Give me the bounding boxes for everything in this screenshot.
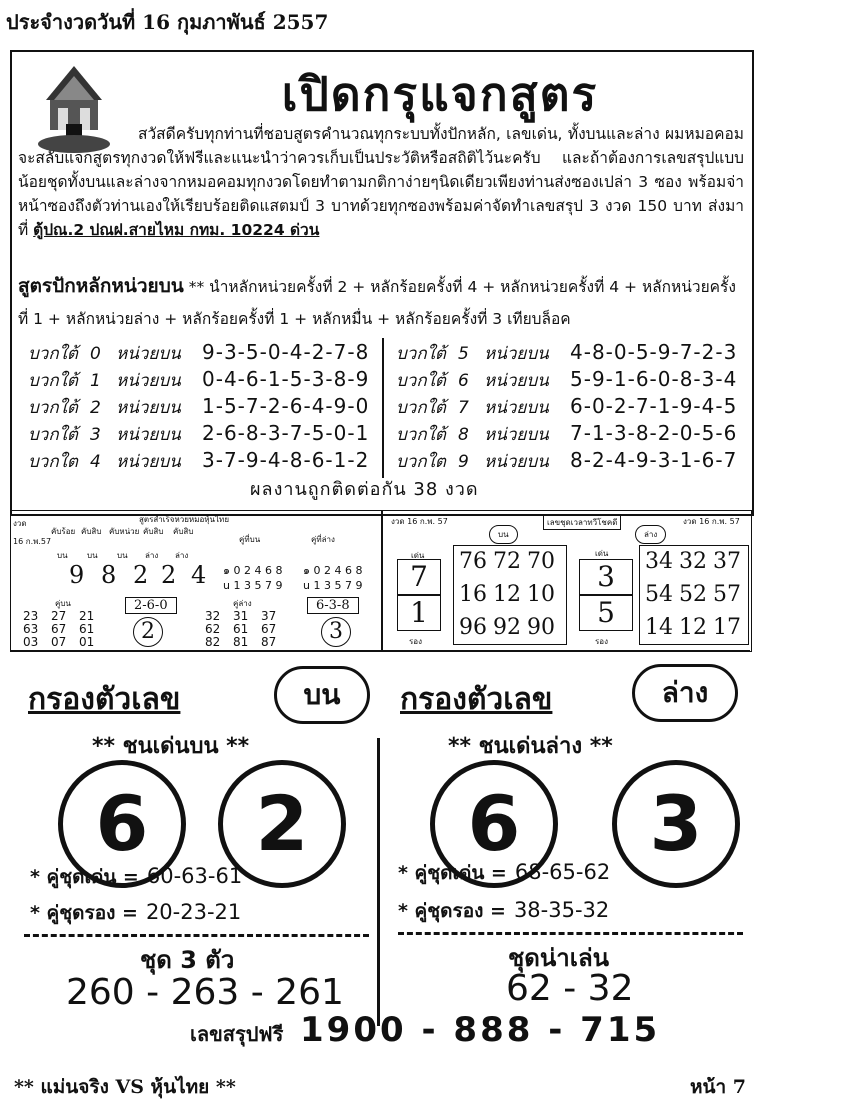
row-op: บวกใต้ xyxy=(396,425,446,445)
pair-number: 63 xyxy=(23,622,39,636)
formula-row xyxy=(396,340,737,367)
upper-main-label: * คู่ชุดเด่น = xyxy=(30,866,139,888)
pair-number: 34 xyxy=(645,549,673,574)
row-op: บวกใต xyxy=(396,452,446,472)
col-head-4: คับสิบ xyxy=(143,527,164,536)
table-divider xyxy=(382,338,384,478)
odd-digits-lower: u 1 3 5 7 9 xyxy=(303,579,363,592)
sub-head-3: บน xyxy=(117,551,128,560)
pair-number: 14 xyxy=(645,615,673,640)
pair-number: 92 xyxy=(493,615,521,640)
upper-section-title: กรองตัวเลข xyxy=(28,682,181,717)
formula-row xyxy=(28,367,369,394)
bottom-circle: 3 xyxy=(321,617,351,647)
pair-number: 07 xyxy=(51,635,67,649)
intro-address: ตู้ปณ.2 ปณฝ.สายไหม กทม. 10224 ด่วน xyxy=(33,221,320,239)
even-digits-upper: ๑ 0 2 4 6 8 xyxy=(223,564,283,577)
row-unit: หน่วยบน xyxy=(116,425,181,445)
label-sub-right: รอง xyxy=(595,637,609,646)
pair-number: 61 xyxy=(79,622,95,636)
row-op: บวกใต้ xyxy=(28,371,78,391)
row-digits: 7-1-3-8-2-0-5-6 xyxy=(570,421,738,445)
footer-left: ** แม่นจริง VS หุ้นไทย ** xyxy=(14,1076,236,1098)
row-digits: 5-9-1-6-0-8-3-4 xyxy=(570,367,738,391)
row-unit: หน่วยบน xyxy=(116,452,181,472)
pair-number: 54 xyxy=(645,582,673,607)
pair-number: 01 xyxy=(79,635,95,649)
left-mini-panel xyxy=(10,510,382,652)
digit-4: 2 xyxy=(161,561,177,589)
col-head-3: คับหน่วย xyxy=(109,527,140,536)
row-op: บวกใต้ xyxy=(28,344,78,364)
result-text: ผลงานถูกติดต่อกัน 38 งวด xyxy=(250,479,479,500)
pair-number: 67 xyxy=(51,622,67,636)
upper-set-value: 260 - 263 - 261 xyxy=(66,972,344,1013)
panel-date: 16 ก.พ.57 xyxy=(13,537,52,546)
right-date-right: งวด 16 ก.พ. 57 xyxy=(683,517,740,526)
pair-number: 67 xyxy=(261,622,277,636)
page-number: หน้า 7 xyxy=(690,1076,747,1098)
digit-5: 4 xyxy=(191,561,207,589)
page-title: เปิดกรุแจกสูตร xyxy=(281,67,599,121)
lower-sub-digit: 5 xyxy=(579,595,633,631)
col-head-1: คับร้อย xyxy=(51,527,76,536)
top-circle: 2 xyxy=(133,617,163,647)
label-sub-left: รอง xyxy=(409,637,423,646)
digit-2: 8 xyxy=(101,561,117,589)
row-index: 9 xyxy=(458,452,469,472)
row-index: 2 xyxy=(90,398,101,418)
row-op: บวกใต้ xyxy=(396,398,446,418)
row-digits: 4-8-0-5-9-7-2-3 xyxy=(570,340,738,364)
upper-main-value: 60-63-61 xyxy=(146,864,243,888)
sub-head-5: ล่าง xyxy=(175,551,189,560)
upper-digit-1: 6 xyxy=(58,760,186,888)
top-set: 2-6-0 xyxy=(125,597,177,614)
row-unit: หน่วยบน xyxy=(116,371,181,391)
pair-number: 72 xyxy=(493,549,521,574)
row-digits: 6-0-2-7-1-9-4-5 xyxy=(570,394,738,418)
formula-description xyxy=(18,270,744,335)
pair-number: 96 xyxy=(459,615,487,640)
pair-number: 37 xyxy=(713,549,741,574)
pair-number: 21 xyxy=(79,609,95,623)
pair-number: 81 xyxy=(233,635,249,649)
bottom-pairs-label: คู่ล่าง xyxy=(233,599,252,608)
pair-number: 10 xyxy=(527,582,555,607)
digit-1: 9 xyxy=(69,561,85,589)
intro-paragraph xyxy=(18,122,744,242)
sub-head-2: บน xyxy=(87,551,98,560)
pair-number: 17 xyxy=(713,615,741,640)
right-mini-panel xyxy=(382,510,752,652)
label-main-left: เด่น xyxy=(411,551,425,560)
upper-pair-label: คู่ที่บน xyxy=(239,535,261,544)
row-digits: 2-6-8-3-7-5-0-1 xyxy=(202,421,370,445)
lower-tag: ล่าง xyxy=(635,525,666,544)
formula-row xyxy=(28,448,369,475)
sub-head-4: ล่าง xyxy=(145,551,159,560)
row-index: 5 xyxy=(458,344,469,364)
pair-number: 76 xyxy=(459,549,487,574)
lower-digit-1: 6 xyxy=(430,760,558,888)
pair-number: 32 xyxy=(679,549,707,574)
formula-row xyxy=(396,367,737,394)
label-main-right: เด่น xyxy=(595,549,609,558)
row-op: บวกใต้ xyxy=(28,398,78,418)
lower-main-digit: 3 xyxy=(579,559,633,595)
panel-header-draw: งวด xyxy=(13,519,27,528)
pair-number: 12 xyxy=(679,615,707,640)
pair-number: 87 xyxy=(261,635,277,649)
upper-tag-pill: บน xyxy=(274,666,370,724)
section-border xyxy=(10,650,750,652)
lower-sub-label: * คู่ชุดรอง = xyxy=(398,900,506,922)
free-label: เลขสรุปฟรี xyxy=(190,1022,284,1046)
upper-set-label: ชุด 3 ตัว xyxy=(140,946,235,974)
upper-sub-label: * คู่ชุดรอง = xyxy=(30,902,138,924)
row-index: 6 xyxy=(458,371,469,391)
right-date-left: งวด 16 ก.พ. 57 xyxy=(391,517,448,526)
digit-3: 2 xyxy=(133,561,149,589)
pair-number: 57 xyxy=(713,582,741,607)
row-unit: หน่วยบน xyxy=(484,452,549,472)
lower-section-title: กรองตัวเลข xyxy=(400,682,553,717)
formula-row xyxy=(28,421,369,448)
lower-set-value: 62 - 32 xyxy=(506,968,634,1009)
pair-number: 90 xyxy=(527,615,555,640)
upper-sub-value: 20-23-21 xyxy=(145,900,242,924)
panel-caption: สูตรสำเร็จหวยหมอหุ้นไทย xyxy=(139,515,229,524)
formula-row xyxy=(396,421,737,448)
pair-number: 12 xyxy=(493,582,521,607)
row-digits: 1-5-7-2-6-4-9-0 xyxy=(202,394,370,418)
upper-main-pair xyxy=(30,862,242,892)
pair-number: 70 xyxy=(527,549,555,574)
formula-row xyxy=(28,340,369,367)
col-head-2: คับสิบ xyxy=(81,527,102,536)
pair-number: 52 xyxy=(679,582,707,607)
row-unit: หน่วยบน xyxy=(116,344,181,364)
free-number: 1900 - 888 - 715 xyxy=(300,1010,661,1050)
row-digits: 0-4-6-1-5-3-8-9 xyxy=(202,367,370,391)
row-index: 3 xyxy=(90,425,101,445)
top-pairs-label: คู่บน xyxy=(55,599,71,608)
pair-number: 27 xyxy=(51,609,67,623)
upper-sub-digit: 1 xyxy=(397,595,441,631)
upper-subtitle: ** ชนเด่นบน ** xyxy=(92,734,250,759)
row-unit: หน่วยบน xyxy=(484,425,549,445)
formula-row xyxy=(396,394,737,421)
formula-heading: สูตรปักหลักหน่วยบน xyxy=(18,275,184,297)
lower-main-label: * คู่ชุดเด่น = xyxy=(398,862,507,884)
bottom-set: 6-3-8 xyxy=(307,597,359,614)
sub-head-1: บน xyxy=(57,551,68,560)
row-index: 1 xyxy=(90,371,101,391)
formula-text: ** นำหลักหน่วยครั้งที่ 2 + หลักร้อยครั้งที่ 4 + หลักหน่วยครั้งที่ 4 + หลักหน่วยครั้งที่ 1 + หลักหน่วยล่าง + หลักร้อยครั้งที่ 1 + หลักหมื่น + หลักร้อยครั้งที่ 3 เทียบล็อค xyxy=(18,278,736,328)
lower-digit-2: 3 xyxy=(612,760,740,888)
lower-subtitle: ** ชนเด่นล่าง ** xyxy=(448,734,613,759)
formula-row xyxy=(28,394,369,421)
row-digits: 3-7-9-4-8-6-1-2 xyxy=(202,448,370,472)
row-op: บวกใต้ xyxy=(28,425,78,445)
row-unit: หน่วยบน xyxy=(484,371,549,391)
col-head-5: คับสิบ xyxy=(173,527,194,536)
pair-number: 62 xyxy=(205,622,221,636)
row-unit: หน่วยบน xyxy=(116,398,181,418)
upper-tag: บน xyxy=(489,525,518,544)
row-index: 4 xyxy=(90,452,101,472)
intro-text: สวัสดีครับทุกท่านที่ชอบสูตรคำนวณทุกระบบทั้งปักหลัก, เลขเด่น, ทั้งบนและล่าง ผมหมอคอมจะสลับแจกสูตรทุกงวดให้ฟรีและแนะนำว่าควรเก็บเป็นประวัติหรือสถิติไว้นะครับ และถ้าต้องการเลขสรุปแบบน้อยชุดทั้งบนและล่างจากหมอคอมทุกงวดโดยทำตามกติกาง่ายๆนิดเดียวเพียงท่านส่งซองเปล่า 3 ซอง พร้อมจ่าหน้าซองถึงตัวท่านเองให้เรียบร้อยติดแสตมป์ 3 บาทด้วยทุกซองพร้อมค่าจัดทำเลขสรุป 3 งวด 150 บาท ส่งมาที่ xyxy=(18,125,744,239)
row-op: บวกใต้ xyxy=(396,344,446,364)
formula-row xyxy=(396,448,737,475)
row-op: บวกใต้ xyxy=(396,371,446,391)
row-unit: หน่วยบน xyxy=(484,344,549,364)
row-index: 0 xyxy=(90,344,101,364)
row-digits: 8-2-4-9-3-1-6-7 xyxy=(570,448,738,472)
right-caption: เลขชุดเวลาทวีโชคดี xyxy=(543,515,621,530)
pair-number: 31 xyxy=(233,609,249,623)
pair-number: 03 xyxy=(23,635,39,649)
lower-main-pair xyxy=(398,858,610,888)
lower-pair-label: คู่ที่ล่าง xyxy=(311,535,335,544)
draw-date: ประจำงวดวันที่ 16 กุมภาพันธ์ 2557 xyxy=(6,10,329,34)
row-op: บวกใต xyxy=(28,452,78,472)
even-digits-lower: ๑ 0 2 4 6 8 xyxy=(303,564,363,577)
row-index: 7 xyxy=(458,398,469,418)
pair-number: 37 xyxy=(261,609,277,623)
lower-main-value: 68-65-62 xyxy=(514,860,611,884)
pair-number: 16 xyxy=(459,582,487,607)
row-unit: หน่วยบน xyxy=(484,398,549,418)
lower-dashed-rule xyxy=(398,932,743,935)
pair-number: 23 xyxy=(23,609,39,623)
lower-tag-pill: ล่าง xyxy=(632,664,738,722)
pair-number: 61 xyxy=(233,622,249,636)
pair-number: 32 xyxy=(205,609,221,623)
pair-number: 82 xyxy=(205,635,221,649)
lower-set-label: ชุดน่าเล่น xyxy=(508,944,610,972)
upper-digit-2: 2 xyxy=(218,760,346,888)
row-digits: 9-3-5-0-4-2-7-8 xyxy=(202,340,370,364)
upper-dashed-rule xyxy=(24,934,369,937)
upper-sub-pair xyxy=(30,898,241,928)
odd-digits-upper: u 1 3 5 7 9 xyxy=(223,579,283,592)
lower-sub-value: 38-35-32 xyxy=(513,898,610,922)
upper-main-digit: 7 xyxy=(397,559,441,595)
row-index: 8 xyxy=(458,425,469,445)
bottom-divider xyxy=(377,738,380,1026)
lower-sub-pair xyxy=(398,896,609,926)
